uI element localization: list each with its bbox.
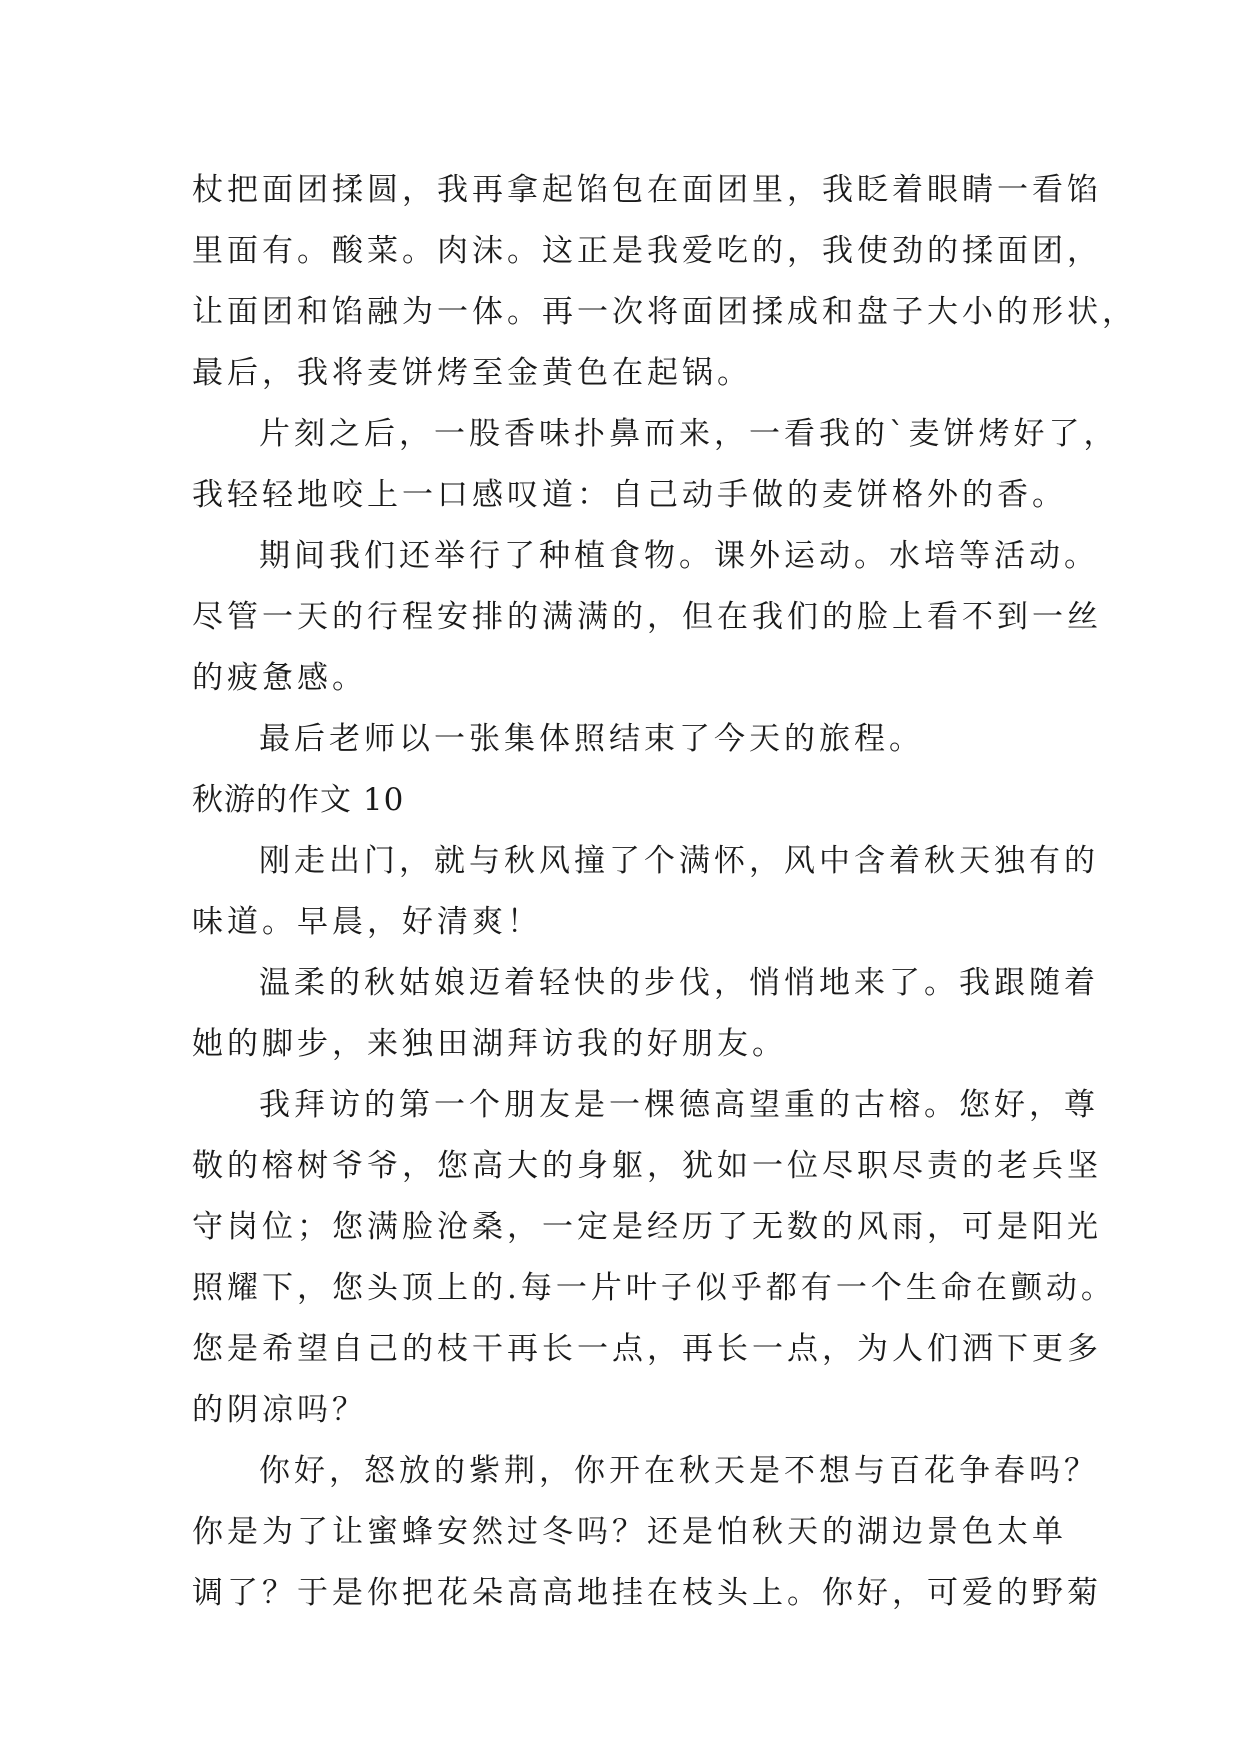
text-line: 她的脚步，来独田湖拜访我的好朋友。 (192, 1026, 787, 1062)
paragraph-first-line: 刚走出门，就与秋风撞了个满怀，风中含着秋天独有的 (259, 843, 1099, 879)
text-line: 我轻轻地咬上一口感叹道：自己动手做的麦饼格外的香。 (192, 477, 1067, 513)
text-line: 让面团和馅融为一体。再一次将面团揉成和盘子大小的形状， (192, 294, 1137, 330)
document-body (192, 160, 1137, 1624)
text-line: 味道。早晨，好清爽！ (192, 904, 542, 940)
text-line: 照耀下，您头顶上的.每一片叶子似乎都有一个生命在颤动。 (192, 1270, 1116, 1306)
paragraph-first-line: 最后老师以一张集体照结束了今天的旅程。 (259, 721, 924, 757)
text-line: 里面有。酸菜。肉沫。这正是我爱吃的，我使劲的揉面团， (192, 233, 1102, 269)
section-heading: 秋游的作文 10 (192, 782, 405, 818)
paragraph-first-line: 期间我们还举行了种植食物。课外运动。水培等活动。 (259, 538, 1099, 574)
text-line: 你是为了让蜜蜂安然过冬吗？还是怕秋天的湖边景色太单 (192, 1514, 1067, 1550)
text-line: 杖把面团揉圆，我再拿起馅包在面团里，我眨着眼睛一看馅 (192, 172, 1102, 208)
text-line: 守岗位；您满脸沧桑，一定是经历了无数的风雨，可是阳光 (192, 1209, 1102, 1245)
paragraph-first-line: 温柔的秋姑娘迈着轻快的步伐，悄悄地来了。我跟随着 (259, 965, 1099, 1001)
paragraph-first-line: 你好，怒放的紫荆，你开在秋天是不想与百花争春吗？ (259, 1453, 1099, 1489)
text-line: 的疲惫感。 (192, 660, 367, 696)
text-line: 调了？于是你把花朵高高地挂在枝头上。你好，可爱的野菊 (192, 1575, 1102, 1611)
paragraph-first-line: 片刻之后，一股香味扑鼻而来，一看我的`麦饼烤好了， (259, 416, 1119, 452)
text-line: 您是希望自己的枝干再长一点，再长一点，为人们洒下更多 (192, 1331, 1102, 1367)
paragraph-first-line: 我拜访的第一个朋友是一棵德高望重的古榕。您好，尊 (259, 1087, 1099, 1123)
text-line: 敬的榕树爷爷，您高大的身躯，犹如一位尽职尽责的老兵坚 (192, 1148, 1102, 1184)
text-line: 的阴凉吗？ (192, 1392, 367, 1428)
text-line: 最后，我将麦饼烤至金黄色在起锅。 (192, 355, 752, 391)
text-line: 尽管一天的行程安排的满满的，但在我们的脸上看不到一丝 (192, 599, 1102, 635)
